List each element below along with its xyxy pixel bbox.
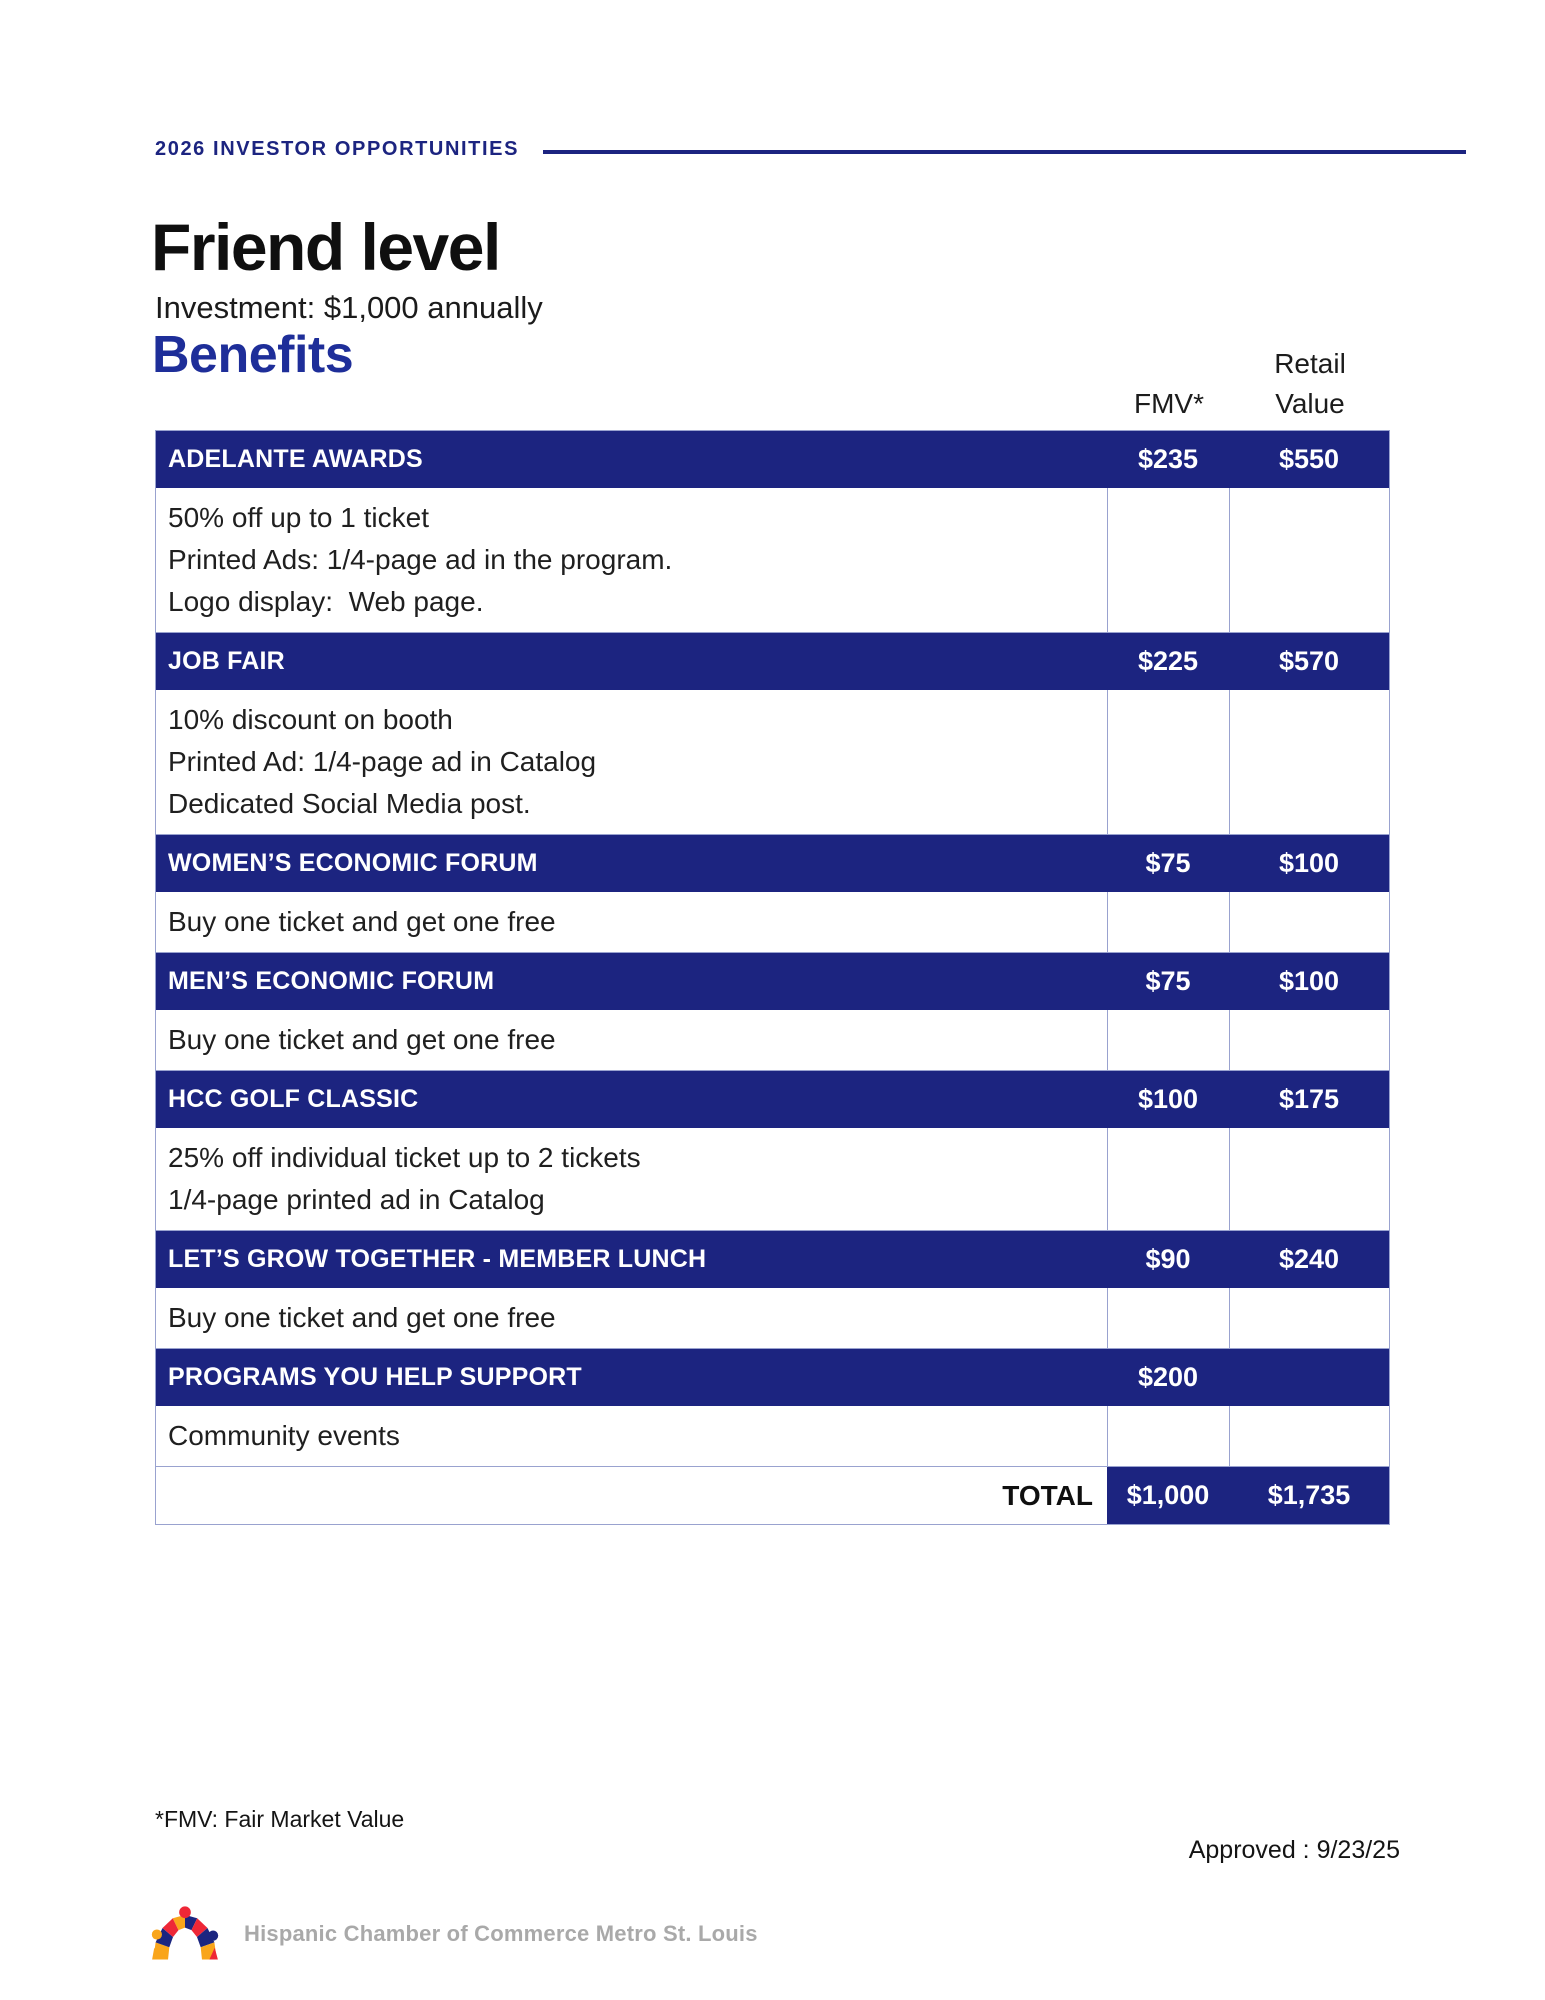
benefit-retail-value: $240 <box>1278 1244 1340 1274</box>
benefit-detail: Printed Ads: 1/4-page ad in the program. <box>168 544 673 575</box>
investment-subtitle: Investment: $1,000 annually <box>155 290 543 325</box>
benefit-details <box>156 1010 1107 1070</box>
benefit-details-row <box>156 690 1389 835</box>
benefit-header-row <box>156 1231 1389 1288</box>
benefit-name: JOB FAIR <box>168 647 285 675</box>
benefit-details <box>156 1288 1107 1348</box>
benefit-fmv-value: $235 <box>1137 444 1199 474</box>
benefit-detail: Dedicated Social Media post. <box>168 788 531 819</box>
benefit-header-row <box>156 1349 1389 1406</box>
benefit-detail: 50% off up to 1 ticket <box>168 502 429 533</box>
benefit-name: ADELANTE AWARDS <box>168 445 423 473</box>
benefit-retail-cell <box>1229 1010 1389 1070</box>
benefit-section <box>156 1071 1389 1231</box>
benefit-retail-value: $175 <box>1278 1084 1340 1114</box>
benefit-name: LET’S GROW TOGETHER - MEMBER LUNCH <box>168 1245 707 1273</box>
benefit-retail-value: $550 <box>1278 444 1340 474</box>
benefit-header-row <box>156 953 1389 1010</box>
total-label: TOTAL <box>1002 1479 1093 1511</box>
benefit-details <box>156 892 1107 952</box>
benefit-retail-cell <box>1229 690 1389 834</box>
benefit-fmv-cell <box>1107 690 1229 834</box>
brand-bar <box>150 1906 758 1962</box>
benefits-heading: Benefits <box>152 326 354 384</box>
benefit-name: PROGRAMS YOU HELP SUPPORT <box>168 1363 582 1391</box>
page-title: Friend level <box>151 210 500 284</box>
benefit-details <box>156 1128 1107 1230</box>
benefit-retail-value: $100 <box>1278 966 1340 996</box>
benefit-name: WOMEN’S ECONOMIC FORUM <box>168 849 538 877</box>
fmv-column-header: FMV* <box>1134 388 1204 419</box>
header-rule <box>543 150 1466 154</box>
benefit-details-row <box>156 1288 1389 1349</box>
benefit-details <box>156 488 1107 632</box>
benefit-fmv-value: $200 <box>1137 1362 1199 1392</box>
benefit-fmv-cell <box>1107 892 1229 952</box>
benefit-details-row <box>156 1128 1389 1231</box>
benefit-name: MEN’S ECONOMIC FORUM <box>168 967 495 995</box>
benefit-header-row <box>156 431 1389 488</box>
benefit-fmv-cell <box>1107 1128 1229 1230</box>
benefit-details-row <box>156 892 1389 953</box>
retail-column-header-line2: Value <box>1275 388 1345 419</box>
benefit-details-row <box>156 1010 1389 1071</box>
benefit-details <box>156 1406 1107 1466</box>
benefit-detail: Buy one ticket and get one free <box>168 1302 556 1333</box>
total-fmv-value: $1,000 <box>1107 1467 1229 1524</box>
benefits-sections <box>156 431 1389 1467</box>
benefit-section <box>156 431 1389 633</box>
benefit-section <box>156 953 1389 1071</box>
benefit-fmv-cell <box>1107 1288 1229 1348</box>
benefit-detail: Logo display: Web page. <box>168 586 484 617</box>
total-retail-value: $1,735 <box>1229 1467 1389 1524</box>
approved-date: Approved : 9/23/25 <box>1188 1836 1400 1864</box>
benefit-fmv-value: $75 <box>1145 848 1191 878</box>
benefit-fmv-value: $225 <box>1137 646 1199 676</box>
brand-name: Hispanic Chamber of Commerce Metro St. Louis <box>244 1921 758 1946</box>
benefit-details-row <box>156 488 1389 633</box>
benefit-retail-cell <box>1229 1406 1389 1466</box>
benefit-section <box>156 835 1389 953</box>
benefit-header-row <box>156 1071 1389 1128</box>
benefit-detail: Printed Ad: 1/4-page ad in Catalog <box>168 746 597 777</box>
benefit-details-row <box>156 1406 1389 1467</box>
benefit-retail-value: $570 <box>1278 646 1340 676</box>
eyebrow-text: 2026 INVESTOR OPPORTUNITIES <box>155 138 520 160</box>
benefits-table <box>155 430 1390 1525</box>
benefit-detail: 25% off individual ticket up to 2 tickets <box>168 1142 641 1173</box>
retail-column-header-line1: Retail <box>1274 348 1346 379</box>
benefit-retail-cell <box>1229 488 1389 632</box>
benefit-fmv-cell <box>1107 488 1229 632</box>
benefit-header-row <box>156 835 1389 892</box>
benefit-fmv-cell <box>1107 1406 1229 1466</box>
benefit-retail-cell <box>1229 892 1389 952</box>
benefit-section <box>156 633 1389 835</box>
fmv-footnote: *FMV: Fair Market Value <box>155 1806 405 1832</box>
benefit-name: HCC GOLF CLASSIC <box>168 1085 419 1113</box>
total-row <box>156 1467 1389 1524</box>
benefit-detail: Community events <box>168 1420 400 1451</box>
benefit-header-row <box>156 633 1389 690</box>
benefit-retail-cell <box>1229 1128 1389 1230</box>
benefit-retail-cell <box>1229 1288 1389 1348</box>
benefit-details <box>156 690 1107 834</box>
benefit-fmv-value: $75 <box>1145 966 1191 996</box>
chamber-logo-icon <box>150 1906 220 1962</box>
benefit-detail: Buy one ticket and get one free <box>168 906 556 937</box>
benefit-fmv-cell <box>1107 1010 1229 1070</box>
benefit-fmv-value: $100 <box>1137 1084 1199 1114</box>
benefit-detail: 10% discount on booth <box>168 704 453 735</box>
benefit-retail-value: $100 <box>1278 848 1340 878</box>
benefit-section <box>156 1231 1389 1349</box>
benefit-detail: 1/4-page printed ad in Catalog <box>168 1184 545 1215</box>
benefit-section <box>156 1349 1389 1467</box>
retail-column-header <box>1230 344 1390 424</box>
benefit-detail: Buy one ticket and get one free <box>168 1024 556 1055</box>
benefit-fmv-value: $90 <box>1145 1244 1191 1274</box>
